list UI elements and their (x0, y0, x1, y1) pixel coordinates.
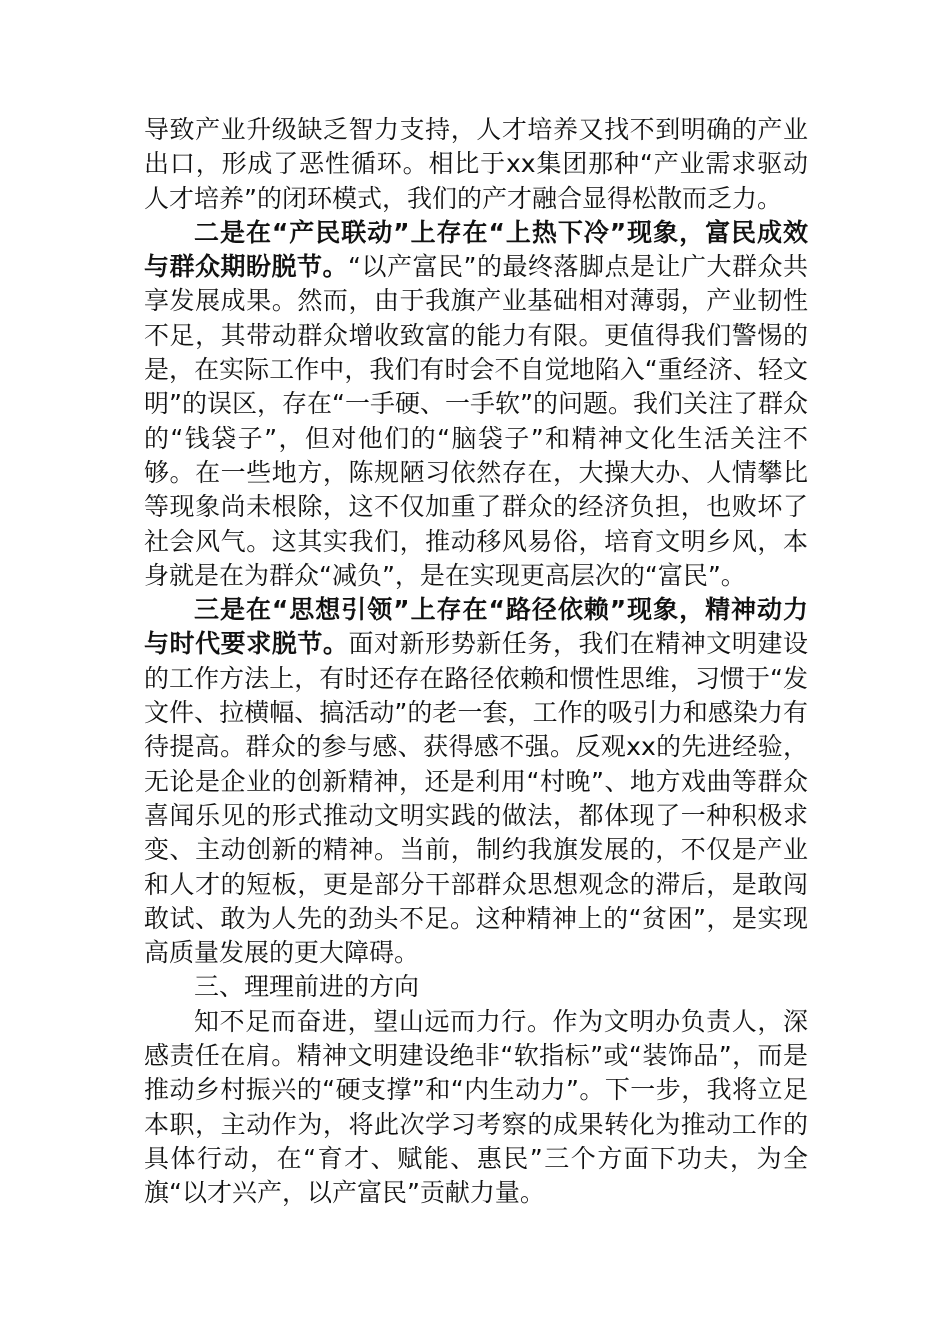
paragraph-point-three (144, 593, 808, 970)
point-three-lead: 三是在“思想引领”上存在“路径依赖”现象，精神动力与时代要求脱节。 (144, 595, 808, 659)
document-page (144, 113, 808, 1211)
point-three-body: 面对新形势新任务，我们在精神文明建设的工作方法上，有时还存在路径依赖和惯性思维，习惯于“发文件、拉横幅、搞活动”的老一套，工作的吸引力和感染力有待提高。群众的参与感、获得感不强。反观xx的先进经验，无论是企业的创新精神，还是利用“村晚”、地方戏曲等群众喜闻乐见的形式推动文明实践的做法，都体现了一种积极求变、主动创新的精神。当前，制约我旗发展的，不仅是产业和人才的短板，更是部分干部群众思想观念的滞后，是敢闯敢试、敢为人先的劲头不足。这种精神上的“贫困”，是实现高质量发展的更大障碍。 (144, 629, 808, 968)
paragraph-continuation: 导致产业升级缺乏智力支持，人才培养又找不到明确的产业出口，形成了恶性循环。相比于xx集团那种“产业需求驱动人才培养”的闭环模式，我们的产才融合显得松散而乏力。 (144, 115, 808, 213)
paragraph-direction: 知不足而奋进，望山远而力行。作为文明办负责人，深感责任在肩。精神文明建设绝非“软指标”或“装饰品”，而是推动乡村振兴的“硬支撑”和“内生动力”。下一步，我将立足本职，主动作为，将此次学习考察的成果转化为推动工作的具体行动，在“育才、赋能、惠民”三个方面下功夫，为全旗“以才兴产，以产富民”贡献力量。 (144, 1006, 808, 1208)
paragraph-point-two (144, 216, 808, 593)
point-two-lead: 二是在“产民联动”上存在“上热下冷”现象，富民成效与群众期盼脱节。 (144, 217, 808, 282)
section-heading-three: 三、理理前进的方向 (194, 972, 420, 1002)
point-two-body: “以产富民”的最终落脚点是让广大群众共享发展成果。然而，由于我旗产业基础相对薄弱，产业韧性不足，其带动群众增收致富的能力有限。更值得我们警惕的是，在实际工作中，我们有时会不自觉地陷入“重经济、轻文明”的误区，存在“一手硬、一手软”的问题。我们关注了群众的“钱袋子”，但对他们的“脑袋子”和精神文化生活关注不够。在一些地方，陈规陋习依然存在，大操大办、人情攀比等现象尚未根除，这不仅加重了群众的经济负担，也败坏了社会风气。这其实我们，推动移风易俗，培育文明乡风，本身就是在为群众“减负”，是在实现更高层次的“富民”。 (144, 252, 808, 590)
